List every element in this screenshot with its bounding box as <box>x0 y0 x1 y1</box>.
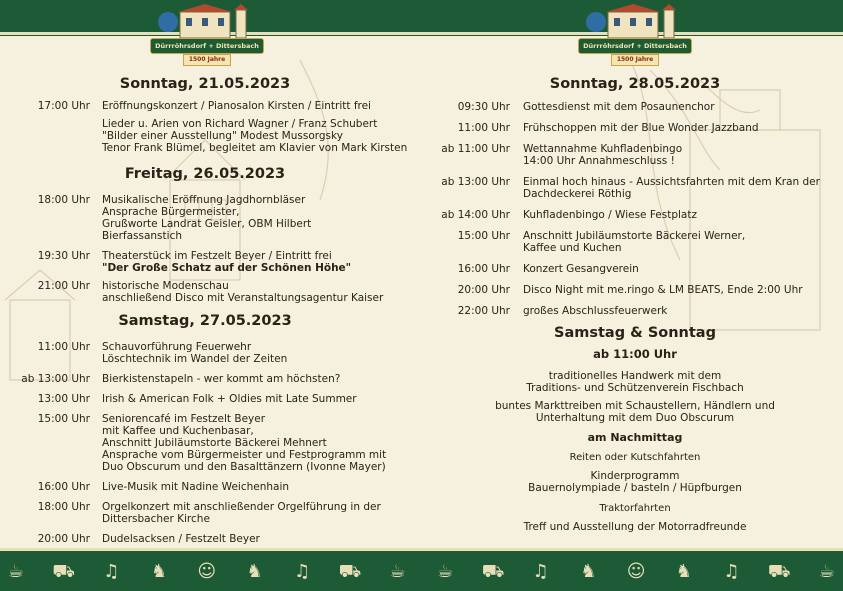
schedule-entry <box>430 230 838 254</box>
rider-icon: ♞ <box>246 561 263 582</box>
schedule-entry <box>6 501 416 525</box>
entry-description <box>510 230 838 254</box>
top-banner <box>0 0 843 36</box>
rider-icon: ♞ <box>580 561 597 582</box>
entry-line: Anschnitt Jubiläumstorte Bäckerei Mehnert <box>102 437 327 449</box>
entry-time: 11:00 Uhr <box>457 122 510 134</box>
entry-time: 17:00 Uhr <box>37 100 90 112</box>
music-notes-icon: ♫ <box>103 561 120 582</box>
entry-time: 20:00 Uhr <box>37 533 90 545</box>
music-notes-icon: ♫ <box>532 561 549 582</box>
entry-line: Gottesdienst mit dem Posaunenchor <box>523 101 715 113</box>
schedule-entry <box>430 101 838 113</box>
entry-time: ab 13:00 Uhr <box>441 176 510 188</box>
schedule-entry <box>6 413 416 473</box>
wagon-icon: ⛟ <box>52 561 76 582</box>
block-line: Traditions- und Schützenverein Fischbach <box>526 382 744 394</box>
schedule-saturday-27 <box>6 341 416 545</box>
entry-line: Musikalische Eröffnung Jagdhornbläser <box>102 194 306 206</box>
top-stripe <box>0 32 843 35</box>
schedule-entry <box>6 194 416 242</box>
schedule-entry <box>6 280 416 304</box>
beer-mug-icon: ☕ <box>7 561 25 582</box>
entry-line: Bierkistenstapeln - wer kommt am höchsten? <box>102 373 341 385</box>
block-line: Kinderprogramm <box>590 470 680 482</box>
schedule-entry <box>6 100 416 154</box>
entry-line: Frühschoppen mit der Blue Wonder Jazzband <box>523 122 759 134</box>
block-line: buntes Markttreiben mit Schaustellern, Händlern und <box>495 400 775 412</box>
entry-line: Orgelkonzert mit anschließender Orgelführung in der <box>102 501 381 513</box>
entry-time: 16:00 Uhr <box>37 481 90 493</box>
weekend-block-crafts <box>480 370 790 394</box>
festival-logo-left <box>150 4 262 66</box>
entry-line: Anschnitt Jubiläumstorte Bäckerei Werner, <box>523 230 746 242</box>
entry-line: Irish & American Folk + Oldies mit Late Summer <box>102 393 357 405</box>
wagon-icon: ⛟ <box>338 561 362 582</box>
entry-line: Live-Musik mit Nadine Weichenhain <box>102 481 290 493</box>
beer-mug-icon: ☕ <box>389 561 406 582</box>
entry-description <box>510 263 838 275</box>
schedule-entry <box>430 209 838 221</box>
beer-mug-icon: ☕ <box>818 561 836 582</box>
schedule-friday-26 <box>6 194 416 304</box>
entry-time: 18:00 Uhr <box>37 194 90 206</box>
entry-time: 18:00 Uhr <box>37 501 90 513</box>
schedule-sunday-21 <box>6 100 416 154</box>
rider-icon: ♞ <box>151 561 168 582</box>
schedule-entry <box>430 284 838 296</box>
schedule-entry <box>430 122 838 134</box>
rider-icon: ♞ <box>675 561 692 582</box>
entry-description <box>510 143 838 167</box>
bottom-banner <box>0 548 843 591</box>
schedule-entry <box>430 305 838 317</box>
entry-line: Einmal hoch hinaus - Aussichtsfahrten mit dem Kran der <box>523 176 820 188</box>
entry-line: "Bilder einer Ausstellung" Modest Mussorgsky <box>102 130 343 142</box>
entry-line: Löschtechnik im Wandel der Zeiten <box>102 353 288 365</box>
entry-line: Schauvorführung Feuerwehr <box>102 341 252 353</box>
footer-icon-row <box>4 558 839 586</box>
entry-line: Bierfassanstich <box>102 230 182 242</box>
theater-masks-icon: ☺ <box>197 561 217 582</box>
entry-description <box>510 101 838 113</box>
entry-time: ab 14:00 Uhr <box>441 209 510 221</box>
block-line: Unterhaltung mit dem Duo Obscurum <box>535 412 735 424</box>
entry-line: Theaterstück im Festzelt Beyer / Eintritt frei <box>102 250 332 262</box>
town-illustration-icon <box>150 4 262 40</box>
schedule-entry <box>430 176 838 200</box>
entry-line: Seniorencafé im Festzelt Beyer <box>102 413 266 425</box>
entry-description <box>90 100 416 154</box>
entry-line: Dachdeckerei Röthig <box>523 188 632 200</box>
entry-line: Dudelsacksen / Festzelt Beyer <box>102 533 260 545</box>
day-heading: Freitag, 26.05.2023 <box>124 166 286 182</box>
music-notes-icon: ♫ <box>294 561 311 582</box>
logo-subtitle: 1500 Jahre <box>611 54 659 66</box>
schedule-entry <box>6 373 416 385</box>
schedule-entry <box>6 341 416 365</box>
entry-time: 20:00 Uhr <box>457 284 510 296</box>
logo-banner: Dürrröhrsdorf + Dittersbach <box>578 38 692 54</box>
entry-line: Eröffnungskonzert / Pianosalon Kirsten / Eintritt frei <box>102 100 371 112</box>
afternoon-heading: am Nachmittag <box>587 431 683 444</box>
entry-line: anschließend Disco mit Veranstaltungsagentur Kaiser <box>102 292 384 304</box>
entry-time: 09:30 Uhr <box>457 101 510 113</box>
entry-line: Konzert Gesangverein <box>523 263 639 275</box>
afternoon-item: Traktorfahrten <box>599 503 671 514</box>
entry-time: 11:00 Uhr <box>37 341 90 353</box>
logo-banner: Dürrröhrsdorf + Dittersbach <box>150 38 264 54</box>
entry-time: 16:00 Uhr <box>457 263 510 275</box>
block-line: traditionelles Handwerk mit dem <box>548 370 722 382</box>
day-heading: Samstag, 27.05.2023 <box>118 313 292 329</box>
wagon-icon: ⛟ <box>767 561 791 582</box>
festival-logo-right <box>578 4 690 66</box>
music-notes-icon: ♫ <box>723 561 740 582</box>
weekend-heading: Samstag & Sonntag <box>554 325 716 341</box>
schedule-entry <box>6 250 416 274</box>
entry-description <box>90 280 416 304</box>
entry-line: Kaffee und Kuchen <box>523 242 622 254</box>
entry-line: großes Abschlussfeuerwerk <box>523 305 668 317</box>
entry-line: Ansprache vom Bürgermeister und Festprogramm mit <box>102 449 387 461</box>
entry-line: Tenor Frank Blümel, begleitet am Klavier von Mark Kirsten <box>102 142 408 154</box>
town-illustration-icon <box>578 4 690 40</box>
entry-time: ab 11:00 Uhr <box>441 143 510 155</box>
entry-line: Grußworte Landrat Geisler, OBM Hilbert <box>102 218 312 230</box>
entry-description <box>510 284 838 296</box>
play-title: "Der Große Schatz auf der Schönen Höhe" <box>102 262 352 274</box>
entry-line: Ansprache Bürgermeister, <box>102 206 240 218</box>
entry-description <box>90 393 416 405</box>
entry-description <box>510 122 838 134</box>
schedule-entry <box>430 263 838 275</box>
entry-time: 15:00 Uhr <box>37 413 90 425</box>
entry-line: mit Kaffee und Kuchenbasar, <box>102 425 254 437</box>
wagon-icon: ⛟ <box>481 561 505 582</box>
entry-description <box>90 250 416 274</box>
schedule-entry <box>430 143 838 167</box>
entry-line: Dittersbacher Kirche <box>102 513 210 525</box>
day-heading: Sonntag, 28.05.2023 <box>549 76 721 92</box>
entry-line: historische Modenschau <box>102 280 229 292</box>
entry-description <box>90 501 416 525</box>
entry-time: 22:00 Uhr <box>457 305 510 317</box>
entry-line: Kuhfladenbingo / Wiese Festplatz <box>523 209 697 221</box>
schedule-entry <box>6 393 416 405</box>
entry-description <box>90 413 416 473</box>
afternoon-item-kids <box>480 470 790 494</box>
entry-line: Wettannahme Kuhfladenbingo <box>523 143 683 155</box>
entry-description <box>510 209 838 221</box>
logo-subtitle: 1500 Jahre <box>183 54 231 66</box>
entry-line: Lieder u. Arien von Richard Wagner / Franz Schubert <box>102 118 378 130</box>
entry-description <box>90 481 416 493</box>
entry-time: 21:00 Uhr <box>37 280 90 292</box>
entry-time: 15:00 Uhr <box>457 230 510 242</box>
entry-time: 13:00 Uhr <box>37 393 90 405</box>
entry-line: Duo Obscurum und den Basalttänzern (Ivonne Mayer) <box>102 461 386 473</box>
weekend-block-market <box>480 400 790 424</box>
weekend-subheading: ab 11:00 Uhr <box>593 347 677 361</box>
schedule-entry <box>6 533 416 545</box>
entry-line: 14:00 Uhr Annahmeschluss ! <box>523 155 675 167</box>
entry-description <box>510 305 838 317</box>
entry-time: ab 13:00 Uhr <box>21 373 90 385</box>
afternoon-item: Treff und Ausstellung der Motorradfreunde <box>523 521 747 533</box>
entry-line: Disco Night mit me.ringo & LM BEATS, Ende 2:00 Uhr <box>523 284 803 296</box>
entry-description <box>90 341 416 365</box>
entry-description <box>90 373 416 385</box>
entry-description <box>510 176 838 200</box>
theater-masks-icon: ☺ <box>626 561 646 582</box>
schedule-entry <box>6 481 416 493</box>
entry-time: 19:30 Uhr <box>37 250 90 262</box>
bottom-stripe <box>0 548 843 551</box>
schedule-sunday-28 <box>430 101 838 317</box>
afternoon-item: Reiten oder Kutschfahrten <box>569 452 701 463</box>
beer-mug-icon: ☕ <box>437 561 454 582</box>
block-line: Bauernolympiade / basteln / Hüpfburgen <box>528 482 742 494</box>
entry-description <box>90 533 416 545</box>
day-heading: Sonntag, 21.05.2023 <box>119 76 291 92</box>
entry-description <box>90 194 416 242</box>
